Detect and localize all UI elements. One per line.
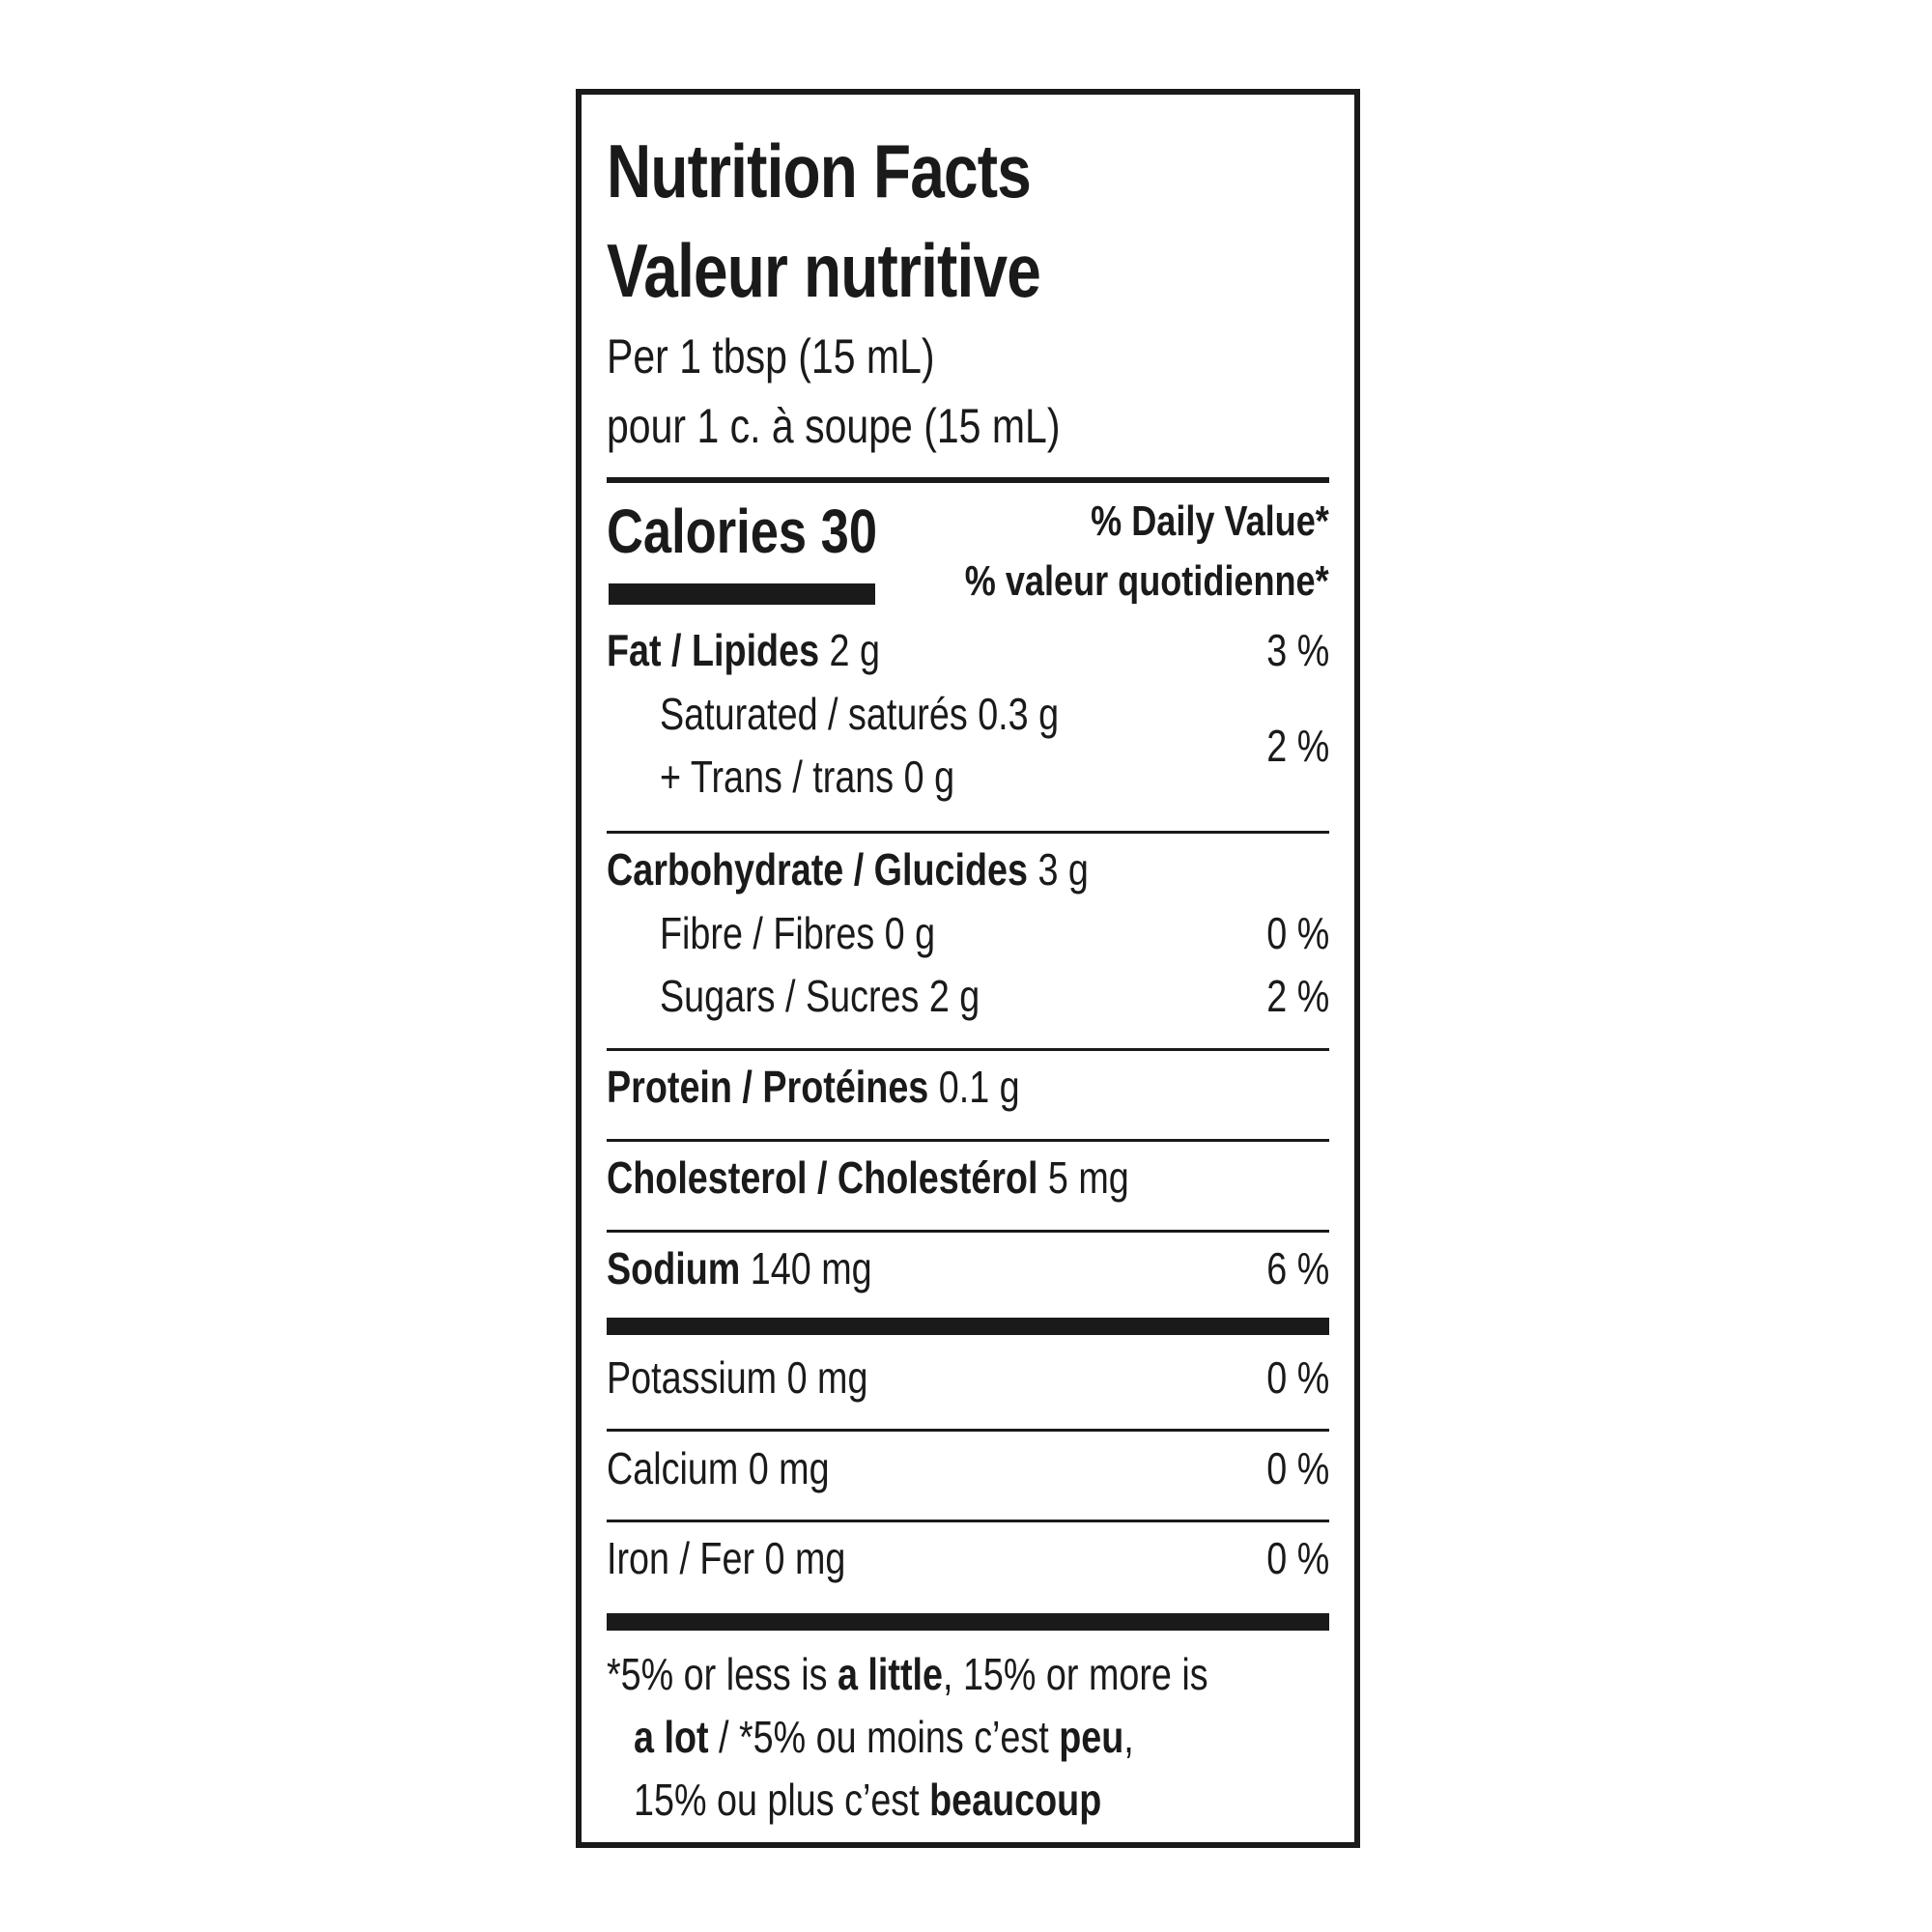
sodium-percent: 6 %: [1266, 1243, 1329, 1293]
iron-percent: 0 %: [1266, 1533, 1329, 1583]
calcium-amount: 0 mg: [748, 1443, 830, 1493]
sodium-row: [607, 1243, 872, 1293]
calcium-label: Calcium: [607, 1443, 739, 1493]
calcium-row: [607, 1443, 830, 1493]
divider-potassium: [607, 1429, 1329, 1432]
saturated-label: Saturated / saturés: [660, 689, 968, 739]
sugars-label: Sugars / Sucres: [660, 971, 920, 1021]
potassium-row: [607, 1352, 868, 1403]
label-content: [607, 95, 1329, 1842]
title-english: Nutrition Facts: [607, 128, 1031, 213]
cholesterol-label: Cholesterol / Cholestérol: [607, 1152, 1038, 1203]
footnote-line-3: [634, 1769, 1101, 1832]
carbohydrate-label: Carbohydrate / Glucides: [607, 844, 1028, 895]
sodium-amount: 140 mg: [750, 1243, 872, 1293]
carbohydrate-row: [607, 844, 1089, 895]
divider-thick-sodium: [607, 1318, 1329, 1335]
fibre-label: Fibre / Fibres: [660, 908, 875, 958]
cholesterol-amount: 5 mg: [1047, 1152, 1129, 1203]
footnote-emphasis: beaucoup: [929, 1775, 1102, 1825]
calcium-percent: 0 %: [1266, 1443, 1329, 1493]
calories-label: Calories: [607, 497, 808, 566]
carbohydrate-amount: 3 g: [1037, 844, 1089, 895]
protein-row: [607, 1062, 1020, 1112]
footnote-text: *5% or less is: [607, 1649, 838, 1699]
nutrition-facts-label: [576, 89, 1360, 1848]
saturated-amount: 0.3 g: [978, 689, 1060, 739]
footnote-text: , 15% or more is: [942, 1649, 1208, 1699]
divider-calcium: [607, 1520, 1329, 1522]
serving-size-english: Per 1 tbsp (15 mL): [607, 329, 935, 384]
footnote-emphasis: a little: [837, 1649, 943, 1699]
protein-amount: 0.1 g: [938, 1062, 1020, 1112]
footnote-emphasis: peu: [1059, 1712, 1124, 1762]
footnote-emphasis: a lot: [634, 1712, 709, 1762]
daily-value-header-english: % Daily Value*: [1091, 497, 1329, 545]
calories-bar: [609, 583, 875, 605]
sugars-row: [660, 971, 980, 1021]
sugars-amount: 2 g: [928, 971, 980, 1021]
fat-amount: 2 g: [829, 625, 880, 675]
footnote-text: 15% ou plus c’est: [634, 1775, 930, 1825]
divider-cholesterol: [607, 1230, 1329, 1233]
trans-label: + Trans / trans: [660, 752, 895, 802]
footnote-text: ,: [1123, 1712, 1134, 1762]
iron-row: [607, 1533, 846, 1583]
potassium-amount: 0 mg: [786, 1352, 868, 1403]
calories-line: [607, 497, 878, 566]
title-french: Valeur nutritive: [607, 228, 1040, 313]
trans-row: [660, 752, 955, 802]
divider-protein: [607, 1139, 1329, 1142]
potassium-percent: 0 %: [1266, 1352, 1329, 1403]
divider-carbohydrate: [607, 1048, 1329, 1051]
calories-value: 30: [820, 497, 878, 566]
divider-thick-iron: [607, 1613, 1329, 1631]
fat-label: Fat / Lipides: [607, 625, 820, 675]
sugars-percent: 2 %: [1266, 971, 1329, 1021]
trans-amount: 0 g: [903, 752, 955, 802]
cholesterol-row: [607, 1152, 1129, 1203]
fibre-row: [660, 908, 936, 958]
iron-label: Iron / Fer: [607, 1533, 755, 1583]
divider-fat: [607, 831, 1329, 834]
footnote-text: / *5% ou moins c’est: [708, 1712, 1060, 1762]
footnote-line-1: [607, 1643, 1208, 1706]
potassium-label: Potassium: [607, 1352, 778, 1403]
sodium-label: Sodium: [607, 1243, 741, 1293]
footnote-line-2: [634, 1706, 1134, 1769]
saturated-trans-percent: 2 %: [1266, 721, 1329, 771]
divider-serving: [607, 477, 1329, 483]
fibre-amount: 0 g: [884, 908, 936, 958]
daily-value-header-french: % valeur quotidienne*: [965, 557, 1329, 605]
fibre-percent: 0 %: [1266, 908, 1329, 958]
serving-size-french: pour 1 c. à soupe (15 mL): [607, 399, 1061, 453]
protein-label: Protein / Protéines: [607, 1062, 929, 1112]
saturated-row: [660, 689, 1060, 739]
fat-row: [607, 625, 880, 675]
iron-amount: 0 mg: [764, 1533, 846, 1583]
fat-percent: 3 %: [1266, 625, 1329, 675]
